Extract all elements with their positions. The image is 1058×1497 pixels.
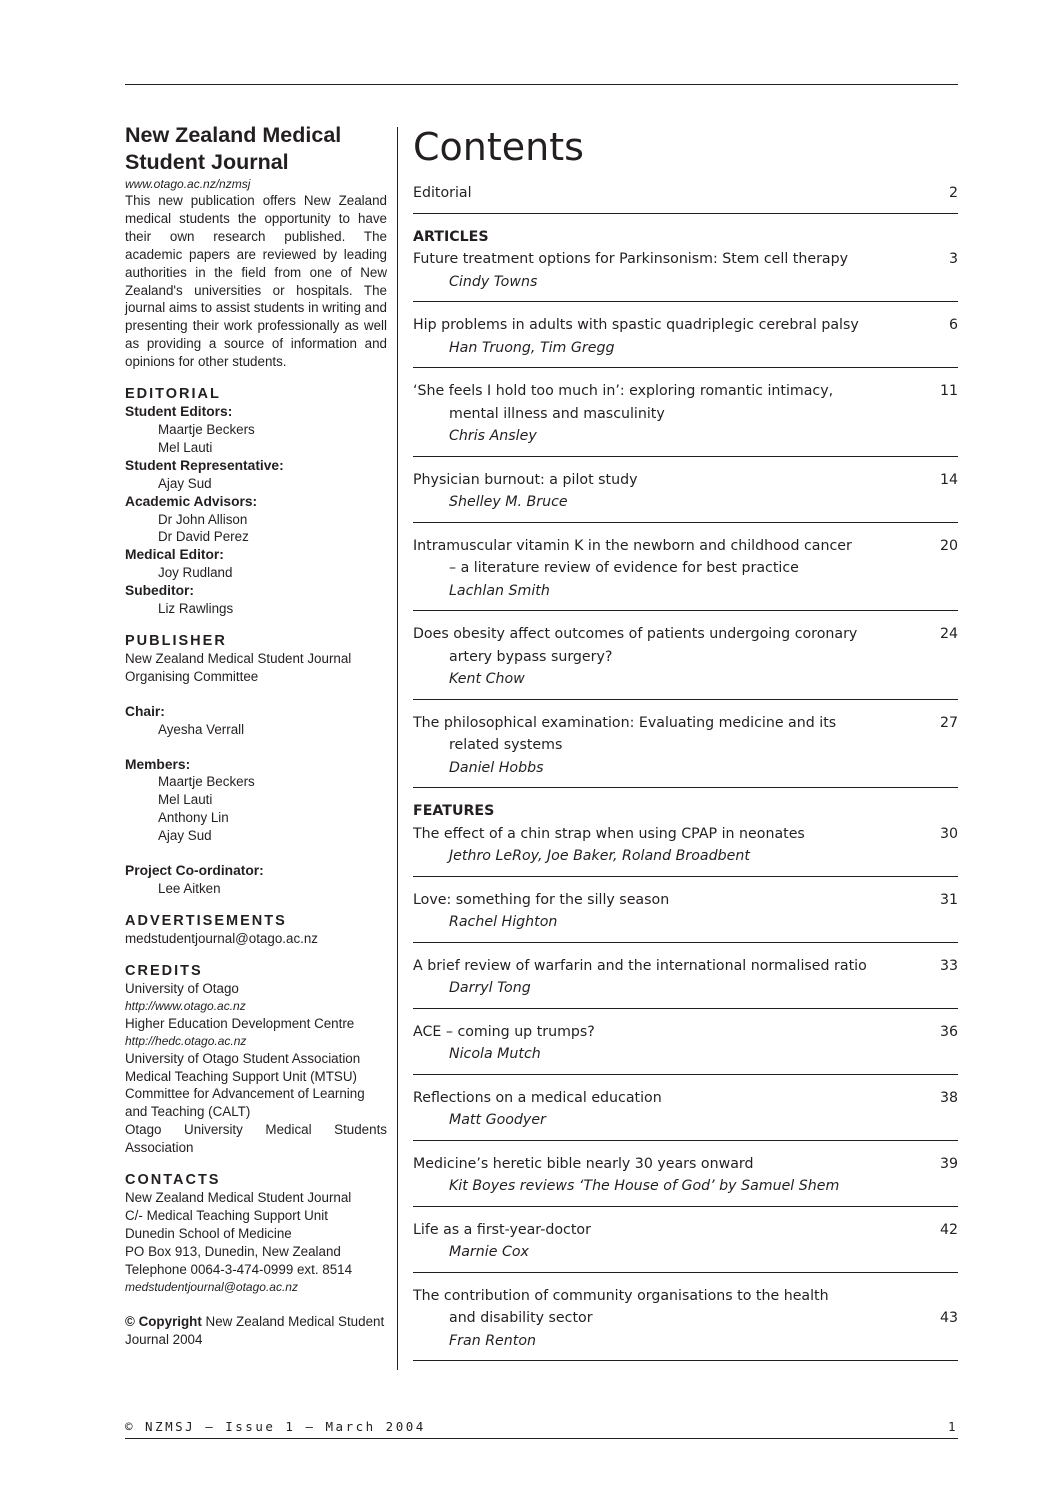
chair-label: Chair: bbox=[125, 703, 165, 719]
toc-entry-title: Future treatment options for Parkinsonism: Stem cell therapy bbox=[413, 251, 849, 267]
toc-entry-page: 30 bbox=[939, 825, 958, 842]
toc-entry-text bbox=[413, 823, 883, 868]
toc-entry-text bbox=[413, 955, 883, 1000]
toc-entry-title: The philosophical examination: Evaluating medicine and its bbox=[413, 714, 837, 731]
articles-heading: ARTICLES bbox=[413, 228, 489, 245]
contact-email[interactable]: medstudentjournal@otago.ac.nz bbox=[125, 1279, 298, 1294]
toc-entry-title: The contribution of community organisations to the health bbox=[413, 1287, 829, 1304]
toc-entry-page: 14 bbox=[939, 471, 958, 488]
toc-entry[interactable] bbox=[413, 535, 958, 612]
toc-entry-author: Fran Renton bbox=[449, 1332, 537, 1349]
publisher-line: New Zealand Medical Student Journal bbox=[125, 650, 352, 666]
toc-entry-title: ‘She feels I hold too much in’: exploring romantic intimacy, bbox=[413, 383, 834, 399]
credit-line: University of Otago bbox=[125, 980, 239, 996]
toc-entry-page: 6 bbox=[948, 317, 958, 333]
toc-entry-author: Rachel Highton bbox=[449, 914, 558, 930]
copyright-bold: © Copyright bbox=[125, 1313, 202, 1329]
toc-entry-editorial[interactable] bbox=[413, 182, 958, 214]
credit-line: Otago University Medical Students Association bbox=[125, 1122, 387, 1156]
toc-entry-text bbox=[413, 623, 883, 691]
toc-entry[interactable] bbox=[413, 1021, 958, 1075]
toc-entry-title: Hip problems in adults with spastic quadriplegic cerebral palsy bbox=[413, 317, 859, 333]
subeditor-label: Subeditor: bbox=[125, 583, 194, 599]
student-editor: Mel Lauti bbox=[158, 439, 213, 455]
journal-intro: This new publication offers New Zealand medical students the opportunity to have their own research published. The academic papers are reviewed by leading authorities in the field from one of New Zealand's universities or hospitals. The journal aims to assist students in writing and presenting their work professionally as well as providing a source of information and opinions for other students. bbox=[125, 193, 387, 370]
toc-entry-title-continued: – a literature review of evidence for best practice bbox=[449, 560, 799, 576]
contents-column bbox=[413, 124, 958, 1373]
toc-entry-page: 38 bbox=[939, 1089, 958, 1106]
toc-entry-author: Cindy Towns bbox=[449, 273, 538, 290]
toc-entry-text bbox=[413, 889, 883, 934]
column-divider bbox=[397, 127, 398, 1370]
toc-entry-text bbox=[413, 314, 883, 359]
toc-entry-author: Kent Chow bbox=[449, 671, 525, 687]
member: Ajay Sud bbox=[158, 828, 212, 844]
toc-entry-text bbox=[413, 1219, 883, 1264]
toc-entry-title-continued: and disability sector bbox=[449, 1310, 593, 1326]
toc-entry-title: Medicine’s heretic bible nearly 30 years onward bbox=[413, 1155, 754, 1172]
toc-entry-text bbox=[413, 248, 883, 293]
toc-entry-page: 39 bbox=[939, 1155, 958, 1172]
toc-entry-title: Physician burnout: a pilot study bbox=[413, 471, 638, 488]
toc-entry-title-continued: related systems bbox=[449, 737, 563, 753]
masthead-column bbox=[125, 122, 387, 1348]
toc-entry-author: Darryl Tong bbox=[449, 980, 531, 996]
credit-url[interactable]: http://www.otago.ac.nz bbox=[125, 998, 246, 1013]
subeditor: Liz Rawlings bbox=[158, 601, 234, 617]
contact-line: C/- Medical Teaching Support Unit bbox=[125, 1207, 328, 1223]
page-footer bbox=[125, 1419, 958, 1439]
members-label: Members: bbox=[125, 756, 191, 772]
toc-entry[interactable] bbox=[413, 889, 958, 943]
toc-entry-title: Love: something for the silly season bbox=[413, 891, 670, 908]
toc-entry-title-continued: artery bypass surgery? bbox=[449, 648, 613, 665]
student-rep: Ajay Sud bbox=[158, 475, 212, 491]
toc-entry[interactable] bbox=[413, 1087, 958, 1141]
toc-entry-page: 33 bbox=[939, 957, 958, 974]
member: Mel Lauti bbox=[158, 792, 213, 808]
toc-entry[interactable] bbox=[413, 712, 958, 789]
credit-line: Higher Education Development Centre bbox=[125, 1015, 355, 1031]
toc-entry-page: 20 bbox=[939, 537, 958, 554]
journal-title: New Zealand Medical Student Journal bbox=[125, 123, 342, 174]
toc-entry-author: Shelley M. Bruce bbox=[449, 494, 568, 510]
toc-entry-title: ACE – coming up trumps? bbox=[413, 1023, 595, 1040]
advertisements-heading: ADVERTISEMENTS bbox=[125, 912, 287, 929]
toc-entry[interactable] bbox=[413, 823, 958, 877]
contact-line: Dunedin School of Medicine bbox=[125, 1225, 292, 1241]
toc-entry-title: Editorial bbox=[413, 185, 472, 201]
features-heading: FEATURES bbox=[413, 803, 495, 819]
academic-advisor: Dr David Perez bbox=[158, 529, 249, 545]
contents-title: Contents bbox=[413, 125, 584, 169]
toc-entry[interactable] bbox=[413, 1285, 958, 1362]
student-editors-label: Student Editors: bbox=[125, 404, 233, 420]
toc-entry-text bbox=[413, 1021, 883, 1066]
toc-entry[interactable] bbox=[413, 1153, 958, 1207]
credit-line: Committee for Advancement of Learning and Teaching (CALT) bbox=[125, 1086, 365, 1120]
toc-entry[interactable] bbox=[413, 955, 958, 1009]
toc-entry-page: 3 bbox=[948, 251, 958, 267]
student-editor: Maartje Beckers bbox=[158, 421, 255, 437]
credits-heading: CREDITS bbox=[125, 962, 203, 979]
toc-entry-author: Jethro LeRoy, Joe Baker, Roland Broadbent bbox=[449, 848, 750, 864]
toc-entry-title: The effect of a chin strap when using CPAP in neonates bbox=[413, 825, 805, 842]
toc-entry-page: 43 bbox=[939, 1310, 958, 1326]
toc-entry-text bbox=[413, 469, 883, 514]
copyright-notice bbox=[125, 1313, 387, 1349]
toc-entry-text bbox=[413, 535, 883, 603]
journal-url[interactable]: www.otago.ac.nz/nzmsj bbox=[125, 177, 251, 191]
toc-entry-author: Daniel Hobbs bbox=[449, 759, 544, 776]
top-rule bbox=[125, 84, 958, 85]
toc-entry-title-continued: mental illness and masculinity bbox=[449, 405, 665, 422]
credit-line: Medical Teaching Support Unit (MTSU) bbox=[125, 1068, 357, 1084]
toc-entry[interactable] bbox=[413, 469, 958, 523]
coordinator-label: Project Co-ordinator: bbox=[125, 863, 264, 879]
member: Anthony Lin bbox=[158, 810, 229, 826]
coordinator-name: Lee Aitken bbox=[158, 881, 221, 896]
toc-entry-page: 11 bbox=[939, 383, 958, 399]
toc-entry-page: 42 bbox=[939, 1221, 958, 1238]
publisher-line: Organising Committee bbox=[125, 668, 259, 684]
toc-entry-title: Reflections on a medical education bbox=[413, 1089, 662, 1106]
editorial-heading: EDITORIAL bbox=[125, 386, 221, 403]
credit-line: University of Otago Student Association bbox=[125, 1050, 361, 1066]
toc-entry-title: Does obesity affect outcomes of patients undergoing coronary bbox=[413, 626, 858, 642]
toc-entry[interactable] bbox=[413, 623, 958, 700]
academic-advisors-label: Academic Advisors: bbox=[125, 493, 258, 509]
toc-entry-author: Matt Goodyer bbox=[449, 1112, 546, 1128]
toc-entry-text bbox=[413, 712, 883, 780]
toc-entry-author: Han Truong, Tim Gregg bbox=[449, 339, 615, 356]
toc-entry[interactable] bbox=[413, 248, 958, 302]
toc-entry-page: 24 bbox=[939, 626, 958, 642]
advertisements-email[interactable]: medstudentjournal@otago.ac.nz bbox=[125, 930, 319, 946]
toc-entry-text bbox=[413, 1087, 883, 1132]
toc-entry-title: Intramuscular vitamin K in the newborn and childhood cancer bbox=[413, 537, 852, 554]
contact-line: PO Box 913, Dunedin, New Zealand bbox=[125, 1243, 341, 1259]
medical-editor: Joy Rudland bbox=[158, 565, 233, 581]
articles-section bbox=[413, 226, 958, 789]
credit-url[interactable]: http://hedc.otago.ac.nz bbox=[125, 1033, 247, 1048]
copyright-rest: New Zealand Medical Student Journal 2004 bbox=[125, 1313, 385, 1347]
toc-entry-text bbox=[413, 1285, 883, 1353]
toc-entry-author: Chris Ansley bbox=[449, 428, 537, 444]
publisher-heading: PUBLISHER bbox=[125, 632, 227, 649]
toc-entry-title: Life as a first-year-doctor bbox=[413, 1221, 591, 1238]
toc-entry-author: Lachlan Smith bbox=[449, 582, 550, 599]
features-section bbox=[413, 800, 958, 1361]
toc-entry-author: Nicola Mutch bbox=[449, 1046, 541, 1062]
toc-entry-text bbox=[413, 380, 883, 448]
toc-entry-text bbox=[413, 1153, 883, 1198]
member: Maartje Beckers bbox=[158, 774, 255, 790]
contact-line: New Zealand Medical Student Journal bbox=[125, 1190, 352, 1206]
toc-entry-page: 27 bbox=[939, 714, 958, 731]
toc-entry-title: A brief review of warfarin and the international normalised ratio bbox=[413, 957, 867, 974]
toc-entry-page: 31 bbox=[939, 891, 958, 908]
academic-advisor: Dr John Allison bbox=[158, 511, 248, 527]
toc-entry-page: 2 bbox=[948, 185, 958, 201]
footer-issue: © NZMSJ – Issue 1 – March 2004 bbox=[125, 1419, 426, 1434]
contacts-heading: CONTACTS bbox=[125, 1172, 221, 1189]
footer-page-number: 1 bbox=[947, 1419, 958, 1434]
contact-line: Telephone 0064-3-474-0999 ext. 8514 bbox=[125, 1261, 353, 1277]
toc-entry[interactable] bbox=[413, 1219, 958, 1273]
student-rep-label: Student Representative: bbox=[125, 457, 284, 473]
medical-editor-label: Medical Editor: bbox=[125, 547, 224, 563]
toc-entry-page: 36 bbox=[939, 1023, 958, 1040]
chair-name: Ayesha Verrall bbox=[158, 721, 245, 737]
toc-entry[interactable] bbox=[413, 314, 958, 368]
toc-entry-author: Kit Boyes reviews ‘The House of God’ by Samuel Shem bbox=[449, 1178, 840, 1194]
toc-entry-author: Marnie Cox bbox=[449, 1244, 529, 1260]
toc-entry[interactable] bbox=[413, 380, 958, 457]
